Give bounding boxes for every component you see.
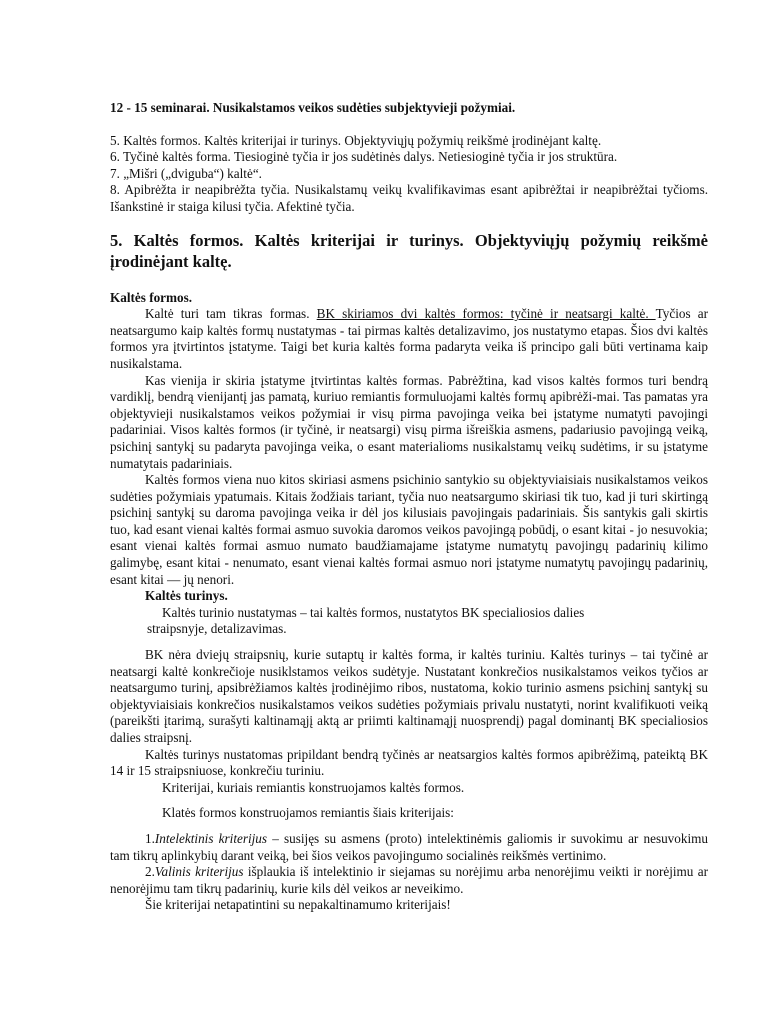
paragraph: Kaltės formos viena nuo kitos skiriasi asmens psichinio santykio su objektyviaisiais nusikalstamos veikos sudėties požymiais ypatumais. Kitais žodžiais tariant, tyčia nuo neatsargumo skiriasi tik tuo, kad ji turi skirtingą psichinį santykį su daroma pavojinga veika ir dėl jos kilusiais pavojingais padariniais. Šis santykis gali skirtis tuo, kad esant vienai kaltės formai asmuo suvokia daromos veikos pavojingą pobūdį, o esant kitai - jo nesuvokia; esant vienai kaltės formai asmuo numato baudžiamajame įstatyme numatytų pavojingų padarinių kilimo galimybę, esant kitai - nenumato, esant vienai kaltės formai asmuo nori įstatyme numatytų pavojingų padarinių, esant kitai — jų nenori. bbox=[110, 472, 708, 587]
paragraph: Šie kriterijai netapatintini su nepakaltinamumo kriterijais! bbox=[145, 897, 451, 913]
subheading-forms: Kaltės formos. bbox=[110, 289, 193, 305]
paragraph-text: Tyčios ar neatsargumo kaip kaltės formų nustatymas - tai pirmas kaltės detalizavimo, jos nustatymo etapas. Šios dvi kaltės formos yra įtvirtintos įstatyme. Taigi bet kuria kaltės forma padaryta veika iš principo gali būti vertinama kaip nusikalstama. bbox=[110, 306, 708, 371]
criterion-item bbox=[110, 864, 708, 897]
criterion-number: 2. bbox=[145, 864, 155, 880]
criterion-term: Valinis kriterijus bbox=[154, 864, 244, 880]
subheading-content: Kaltės turinys. bbox=[145, 588, 228, 604]
paragraph-line: straipsnyje, detalizavimas. bbox=[147, 621, 287, 637]
underlined-text: BK skiriamos dvi kaltės formos: tyčinė ir neatsargi kaltė. bbox=[316, 306, 656, 322]
document-title: 12 - 15 seminarai. Nusikalstamos veikos sudėties subjektyvieji požymiai. bbox=[110, 100, 516, 115]
paragraph: Kas vienija ir skiria įstatyme įtvirtintas kaltės formas. Pabrėžtina, kad visos kaltės formos turi bendrą vardiklį, bendrą vienijantį jas pamatą, kuriuo remiantis formuluojami kaltės formų apibrėži-mai. Tas pamatas yra objektyvieji nusikalstamos veikos požymiai ir visų pirma pavojinga veika bei įstatyme numatyti pavojingi padariniai. Visos kaltės formos (ir tyčinė, ir neatsargi) visų pirma išreiškia asmens, padariusio pavojingą veiką, psichinį santykį su padaryta pavojinga veika, o esant materialioms nusikalstamų veikų sudėtims, ir su įstatyme numatytais padariniais. bbox=[110, 372, 708, 471]
paragraph-line: Kaltės turinio nustatymas – tai kaltės formos, nustatytos BK specialiosios dalies bbox=[162, 604, 585, 620]
paragraph: Klatės formos konstruojamos remiantis šiais kriterijais: bbox=[162, 805, 454, 821]
criterion-item bbox=[110, 831, 708, 864]
paragraph-text: Kaltė turi tam tikras formas. bbox=[145, 306, 317, 322]
criterion-number: 1. bbox=[145, 830, 155, 846]
topic-list bbox=[110, 133, 708, 216]
paragraph: Kriterijai, kuriais remiantis konstruojamos kaltės formos. bbox=[162, 779, 465, 795]
criterion-term: Intelektinis kriterijus bbox=[154, 830, 268, 846]
paragraph: Kaltės turinys nustatomas pripildant bendrą tyčinės ar neatsargios kaltės formos apibrėžimą, pateiktą BK 14 ir 15 straipsniuose, konkrečiu turiniu. bbox=[110, 746, 708, 779]
topic-item: 7. „Mišri („dviguba“) kaltė“. bbox=[110, 165, 262, 181]
topic-item: 6. Tyčinė kaltės forma. Tiesioginė tyčia ir jos sudėtinės dalys. Netiesioginė tyčia ir jos struktūra. bbox=[110, 149, 618, 165]
paragraph: BK nėra dviejų straipsnių, kurie sutaptų ir kaltės forma, ir kaltės turiniu. Kaltės turinys – tai tyčinė ar neatsargi kaltė konkrečioje nusiklstamos veikos sudėtyje. Nustatant konkrečios nusikalstamos veikos tyčios ar neatsargumo turinį, apsibrėžiamos kaltės įrodinėjimo ribos, nustatoma, kokio turinio asmens psichinį santykį su objektyviaisiais konkrečios nusikalstamos veikos sudėties požymiais privalu nustatyti, norint kvalifikuoti veiką (pareikšti įtarimą, surašyti kaltinamąjį aktą ar priimti kaltinamąjį nuosprendį) pagal dominantį BK specialiosios dalies straipsnį. bbox=[110, 647, 708, 745]
section-heading: 5. Kaltės formos. Kaltės kriterijai ir turinys. Objektyviųjų požymių reikšmė įrodinėjant kaltę. bbox=[110, 230, 708, 271]
topic-item: 8. Apibrėžta ir neapibrėžta tyčia. Nusikalstamų veikų kvalifikavimas esant apibrėžtai ir neapibrėžtai tyčioms. Išankstinė ir staiga kilusi tyčia. Afektinė tyčia. bbox=[110, 182, 708, 214]
topic-item: 5. Kaltės formos. Kaltės kriterijai ir turinys. Objektyviųjų požymių reikšmė įrodinėjant kaltę. bbox=[110, 132, 602, 148]
paragraph bbox=[110, 306, 708, 372]
criterion-text: išplaukia iš intelektinio ir siejamas su norėjimu arba nenorėjimu veikti ir norėjimu ar nenorėjimu tam tikrų padarinių, kurie kils dėl veikos ar neveikimo. bbox=[110, 864, 708, 896]
criterion-text: – susijęs su asmens (proto) intelektinėmis galiomis ir suvokimu ar nesuvokimu tam tikrų aplinkybių darant veiką, bei šios veikos pavojingumo socialinės reikšmės vertinimo. bbox=[110, 830, 708, 863]
